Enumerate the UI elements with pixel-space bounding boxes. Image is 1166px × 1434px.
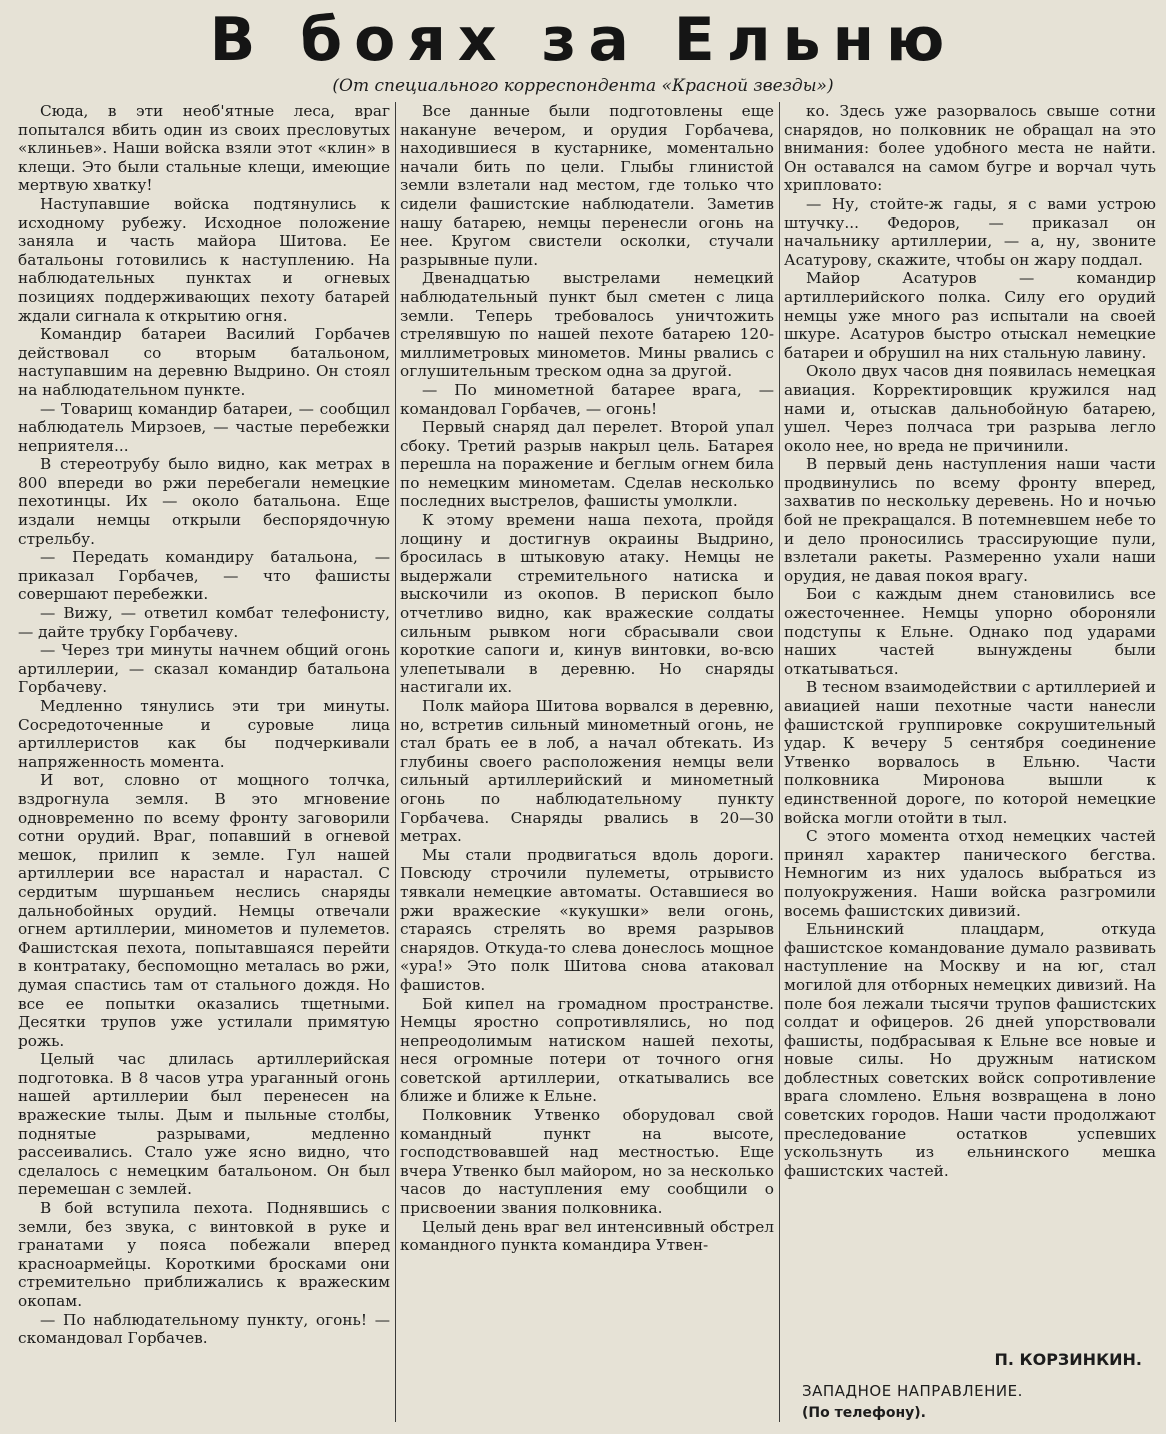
- article-paragraph: — По наблюдательному пункту, огонь! — скомандовал Горбачев.: [18, 1310, 390, 1348]
- article-paragraph: Мы стали продвигаться вдоль дороги. Повсюду строчили пулеметы, отрывисто тявкали немецкие автоматы. Оставшиеся во ржи вражеские «кукушки» вели огонь, стараясь стрелять во время разрывов снарядов. Откуда-то слева донеслось мощное «ура!» Это полк Шитова снова атаковал фашистов.: [400, 845, 774, 994]
- article-headline: В боях за Ельню: [209, 5, 957, 75]
- article-paragraph: Медленно тянулись эти три минуты. Сосредоточенные и суровые лица артиллеристов как бы подчеркивали напряженность момента.: [18, 697, 390, 771]
- article-paragraph: Майор Асатуров — командир артиллерийского полка. Силу его орудий немцы уже много раз испытали на своей шкуре. Асатуров быстро отыскал немецкие батареи и обрушил на них стальную лавину.: [784, 269, 1156, 362]
- article-column-3: [784, 102, 1156, 1350]
- article-paragraph: К этому времени наша пехота, пройдя лощину и достигнув окраины Выдрино, бросилась в штыковую атаку. Немцы не выдержали стремительного натиска и выскочили из окопов. В перископ было отчетливо видно, как вражеские солдаты сильным рывком ноги сбрасывали свои короткие сапоги и, кинув винтовки, во-всю улепетывали в деревню. Но снаряды настигали их.: [400, 511, 774, 697]
- article-paragraph: В первый день наступления наши части продвинулись по всему фронту вперед, захватив по нескольку деревень. Но и ночью бой не прекращался. В потемневшем небе то и дело проносились трассирующие пули, взлетали ракеты. Размеренно ухали наши орудия, не давая покоя врагу.: [784, 455, 1156, 585]
- article-paragraph: — Товарищ командир батареи, — сообщил наблюдатель Мирзоев, — частые перебежки неприятеля...: [18, 399, 390, 455]
- dateline-note: (По телефону).: [802, 1405, 926, 1421]
- article-paragraph: В стереотрубу было видно, как метрах в 800 впереди во ржи перебегали немецкие пехотинцы. Их — около батальона. Еще издали немцы открыли беспорядочную стрельбу.: [18, 455, 390, 548]
- author-signature: П. КОРЗИНКИН.: [994, 1350, 1142, 1369]
- article-paragraph: Бой кипел на громадном пространстве. Немцы яростно сопротивлялись, но под непреодолимым натиском нашей пехоты, неся огромные потери от точного огня советской артиллерии, откатывались все ближе и ближе к Ельне.: [400, 994, 774, 1106]
- article-paragraph: Сюда, в эти необ'ятные леса, враг попытался вбить один из своих пресловутых «клиньев». Наши войска взяли этот «клин» в клещи. Это были стальные клещи, имеющие мертвую хватку!: [18, 102, 390, 195]
- article-paragraph: С этого момента отход немецких частей принял характер панического бегства. Немногим из них удалось выбраться из полуокружения. Наши войска разгромили восемь фашистских дивизий.: [784, 827, 1156, 920]
- article-paragraph: Целый час длилась артиллерийская подготовка. В 8 часов утра ураганный огонь нашей артиллерии был перенесен на вражеские тылы. Дым и пыльные столбы, поднятые разрывами, медленно рассеивались. Стало уже ясно видно, что сделалось с немецким батальоном. Он был перемешан с землей.: [18, 1050, 390, 1199]
- article-paragraph: — Вижу, — ответил комбат телефонисту, — дайте трубку Горбачеву.: [18, 604, 390, 641]
- article-paragraph: — Ну, стойте-ж гады, я с вами устрою штучку... Федоров, — приказал он начальнику артиллерии, — а, ну, звоните Асатурову, скажите, чтобы он жару поддал.: [784, 194, 1156, 269]
- article-paragraph: — По минометной батарее врага, — командовал Горбачев, — огонь!: [400, 380, 774, 418]
- article-paragraph: И вот, словно от мощного толчка, вздрогнула земля. В это мгновение одновременно по всему фронту заговорили сотни орудий. Враг, попавший в огневой мешок, прилип к земле. Гул нашей артиллерии все нарастал и нарастал. С сердитым шуршаньем неслись снаряды дальнобойных орудий. Немцы отвечали огнем артиллерии, минометов и пулеметов. Фашистская пехота, попытавшаяся перейти в контратаку, беспомощно металась во ржи, думая спастись там от стального дождя. Но все ее попытки оказались тщетными. Десятки трупов уже устилали примятую рожь.: [18, 771, 390, 1050]
- article-paragraph: Двенадцатью выстрелами немецкий наблюдательный пункт был сметен с лица земли. Теперь требовалось уничтожить стрелявшую по нашей пехоте батарею 120-миллиметровых минометов. Мины рвались с оглушительным треском одна за другой.: [400, 269, 774, 381]
- article-paragraph: Целый день враг вел интенсивный обстрел командного пункта командира Утвен-: [400, 1217, 774, 1255]
- article-paragraph: Ельнинский плацдарм, откуда фашистское командование думало развивать наступление на Москву и на юг, стал могилой для отборных немецких дивизий. На поле боя лежали тысячи трупов фашистских солдат и офицеров. 26 дней упорствовали фашисты, подбрасывая к Ельне все новые и новые силы. Но дружным натиском доблестных советских войск сопротивление врага сломлено. Ельня возвращена в лоно советских городов. Наши части продолжают преследование остатков успевших ускользнуть из ельнинского мешка фашистских частей.: [784, 920, 1156, 1180]
- article-paragraph: — Передать командиру батальона, — приказал Горбачев, — что фашисты совершают перебежки.: [18, 548, 390, 604]
- article-byline: (От специального корреспондента «Красной звезды»): [332, 76, 834, 96]
- column-divider: [779, 102, 780, 1422]
- article-column-1: [18, 102, 390, 1432]
- article-paragraph: Командир батареи Василий Горбачев действовал со вторым батальоном, наступавшим на деревню Выдрино. Он стоял на наблюдательном пункте.: [18, 325, 390, 399]
- dateline: ЗАПАДНОЕ НАПРАВЛЕНИЕ.: [802, 1382, 1023, 1400]
- article-paragraph: Наступавшие войска подтянулись к исходному рубежу. Исходное положение заняла и часть майора Шитова. Ее батальоны готовились к наступлению. На наблюдательных пунктах и огневых позициях поддерживающих пехоту батарей ждали сигнала к открытию огня.: [18, 194, 390, 325]
- article-paragraph: ко. Здесь уже разорвалось свыше сотни снарядов, но полковник не обращал на это внимания: более удобного места не найти. Он оставался на самом бугре и ворчал чуть хрипловато:: [784, 102, 1156, 195]
- article-paragraph: Все данные были подготовлены еще накануне вечером, и орудия Горбачева, находившиеся в кустарнике, моментально начали бить по цели. Глыбы глинистой земли взлетали над местом, где только что сидели фашистские наблюдатели. Заметив нашу батарею, немцы перенесли огонь на нее. Кругом свистели осколки, стучали разрывные пули.: [400, 102, 774, 269]
- article-paragraph: Полк майора Шитова ворвался в деревню, но, встретив сильный минометный огонь, не стал брать ее в лоб, а начал обтекать. Из глубины своего расположения немцы вели сильный артиллерийский и минометный огонь по наблюдательному пункту Горбачева. Снаряды рвались в 20—30 метрах.: [400, 697, 774, 846]
- article-paragraph: Полковник Утвенко оборудовал свой командный пункт на высоте, господствовавшей над местностью. Еще вчера Утвенко был майором, но за несколько часов до наступления ему сообщили о присвоении звания полковника.: [400, 1106, 774, 1218]
- article-paragraph: В бой вступила пехота. Поднявшись с земли, без звука, с винтовкой в руке и гранатами у пояса побежали вперед красноармейцы. Короткими бросками они стремительно приближались к вражеским окопам.: [18, 1199, 390, 1310]
- article-paragraph: Около двух часов дня появилась немецкая авиация. Корректировщик кружился над нами и, отыскав дальнобойную батарею, ушел. Через полчаса три разрыва легло около нее, но вреда не причинили.: [784, 362, 1156, 455]
- article-paragraph: — Через три минуты начнем общий огонь артиллерии, — сказал командир батальона Горбачеву.: [18, 641, 390, 697]
- article-paragraph: Бои с каждым днем становились все ожесточеннее. Немцы упорно обороняли подступы к Ельне. Однако под ударами наших частей вынуждены были откатываться.: [784, 585, 1156, 678]
- article-column-2: [400, 102, 774, 1432]
- column-divider: [395, 102, 396, 1422]
- article-paragraph: В тесном взаимодействии с артиллерией и авиацией наши пехотные части нанесли фашистской группировке сокрушительный удар. К вечеру 5 сентября соединение Утвенко ворвалось в Ельню. Части полковника Миронова вышли к единственной дороге, по которой немецкие войска могли отойти в тыл.: [784, 678, 1156, 827]
- article-paragraph: Первый снаряд дал перелет. Второй упал сбоку. Третий разрыв накрыл цель. Батарея перешла на поражение и беглым огнем била по немецким минометам. Сделав несколько последних выстрелов, фашисты умолкли.: [400, 418, 774, 511]
